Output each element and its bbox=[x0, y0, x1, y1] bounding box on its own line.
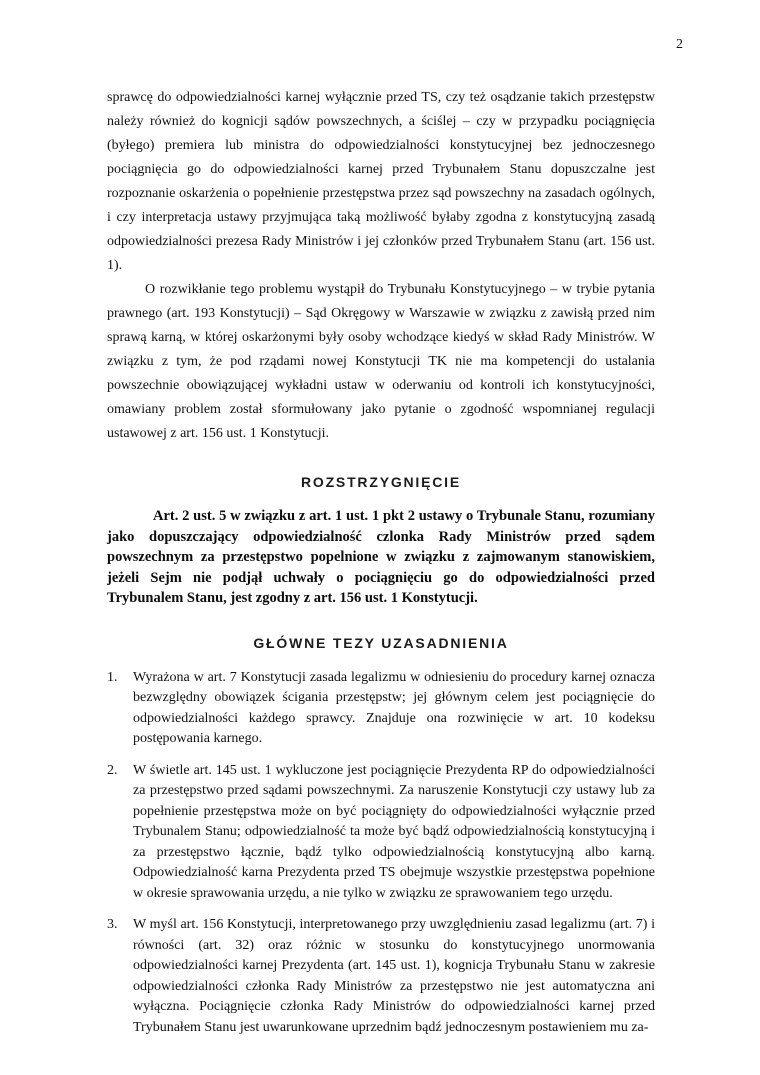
thesis-number: 1. bbox=[107, 669, 118, 685]
theses-list bbox=[107, 668, 655, 1039]
thesis-number: 3. bbox=[107, 917, 118, 932]
thesis-text: W świetle art. 145 ust. 1 wykluczone jest pociągnięcie Prezydenta RP do odpowiedzialności za przestępstwo przed sądami powszechnymi. Za naruszenie Konstytucji czy ustawy lub za popełnienie przestępstwa może on być pociągnięty do odpowiedzialności wyłącznie przed Trybunalem Stanu; odpowiedzialność ta może być bądź odpowiedzialnością konstytucyjną i za przestępstwo łącznie, bądź tylko odpowiedzialnością konstytucyjną albo karną. Odpowiedzialność karna Prezydenta przed TS obejmuje wszystkie przestępstwa popełnione w okresie sprawowania urzędu, a nie tylko w związku ze sprawowaniem tego urzędu. bbox=[133, 762, 655, 901]
paragraph-continuation: sprawcę do odpowiedzialności karnej wyłącznie przed TS, czy też osądzanie takich przestępstw należy również do kognicji sądów powszechnych, a ściślej – czy w przypadku pociągnięcia (byłego) premiera lub ministra do odpowiedzialności konstytucyjnej bez jednoczesnego pociągnięcia go do odpowiedzialności karnej przed Trybunałem Stanu dopuszczalne jest rozpoznanie oskarżenia o popełnienie przestępstwa przez sąd powszechny na zasadach ogólnych, i czy interpretacja ustawy przyjmująca taką możliwość byłaby zgodna z konstytucyjną zasadą odpowiedzialności prezesa Rady Ministrów i jej członków przed Trybunałem Stanu (art. 156 ust. 1). bbox=[107, 90, 655, 273]
ruling-paragraph: Art. 2 ust. 5 w związku z art. 1 ust. 1 pkt 2 ustawy o Trybunale Stanu, rozumiany jako dopuszczający odpowiedzialność czlonka Rady Ministrów przed sądem powszechnym za przestępstwo popelnione w związku z zajmowanym stanowiskiem, jeżeli Sejm nie podjął uchwały o pociągnięciu go do odpowiedzialności przed Trybunalem Stanu, jest zgodny z art. 156 ust. 1 Konstytucji. bbox=[107, 508, 655, 606]
thesis-item-1 bbox=[107, 668, 655, 750]
thesis-number: 2. bbox=[107, 762, 118, 778]
section-heading-glowne-tezy: GŁÓWNE TEZY UZASADNIENIA bbox=[253, 634, 509, 651]
thesis-item-2 bbox=[107, 761, 655, 905]
page-content bbox=[107, 86, 655, 1038]
thesis-text: W myśl art. 156 Konstytucji, interpretowanego przy uwzględnieniu zasad legalizmu (art. 7) i równości (art. 32) oraz różnic w stosunku do konstytucyjnego unormowania odpowiedzialności karnej Prezydenta (art. 145 ust. 1), kognicja Trybunału Stanu w zakresie odpowiedzialności członka Rady Ministrów za przestępstwo nie jest automatyczna ani wyłączna. Pociągnięcie członka Rady Ministrów do odpowiedzialności karnej przed Trybunałem Stanu jest uwarunkowane uprzednim bądź jednoczesnym postawieniem mu za- bbox=[133, 917, 655, 1035]
section-heading-rozstrzygniecie: ROZSTRZYGNIĘCIE bbox=[300, 474, 461, 490]
paragraph-legal-question: O rozwikłanie tego problemu wystąpił do Trybunału Konstytucyjnego – w trybie pytania prawnego (art. 193 Konstytucji) – Sąd Okręgowy w Warszawie w związku z zawisłą przed nim sprawą karną, w której oskarżonymi były osoby wchodzące kiedyś w skład Rady Ministrów. W związku z tym, że pod rządami nowej Konstytucji TK nie ma kompetencji do ustalania powszechnie obowiązującej wykładni ustaw w oderwaniu od kontroli ich konstytucyjności, omawiany problem został sformułowany jako pytanie o zgodność wspomnianej regulacji ustawowej z art. 156 ust. 1 Konstytucji. bbox=[107, 282, 655, 441]
thesis-item-3 bbox=[107, 915, 655, 1038]
page-number: 2 bbox=[676, 37, 683, 52]
thesis-text: Wyrażona w art. 7 Konstytucji zasada legalizmu w odniesieniu do procedury karnej oznacza bezwzględny obowiązek ścigania przestępstw; jej głównym celem jest pociągnięcie do odpowiedzialności każdego sprawcy. Znajduje ona rozwinięcie w art. 10 kodeksu postępowania karnego. bbox=[133, 669, 655, 746]
